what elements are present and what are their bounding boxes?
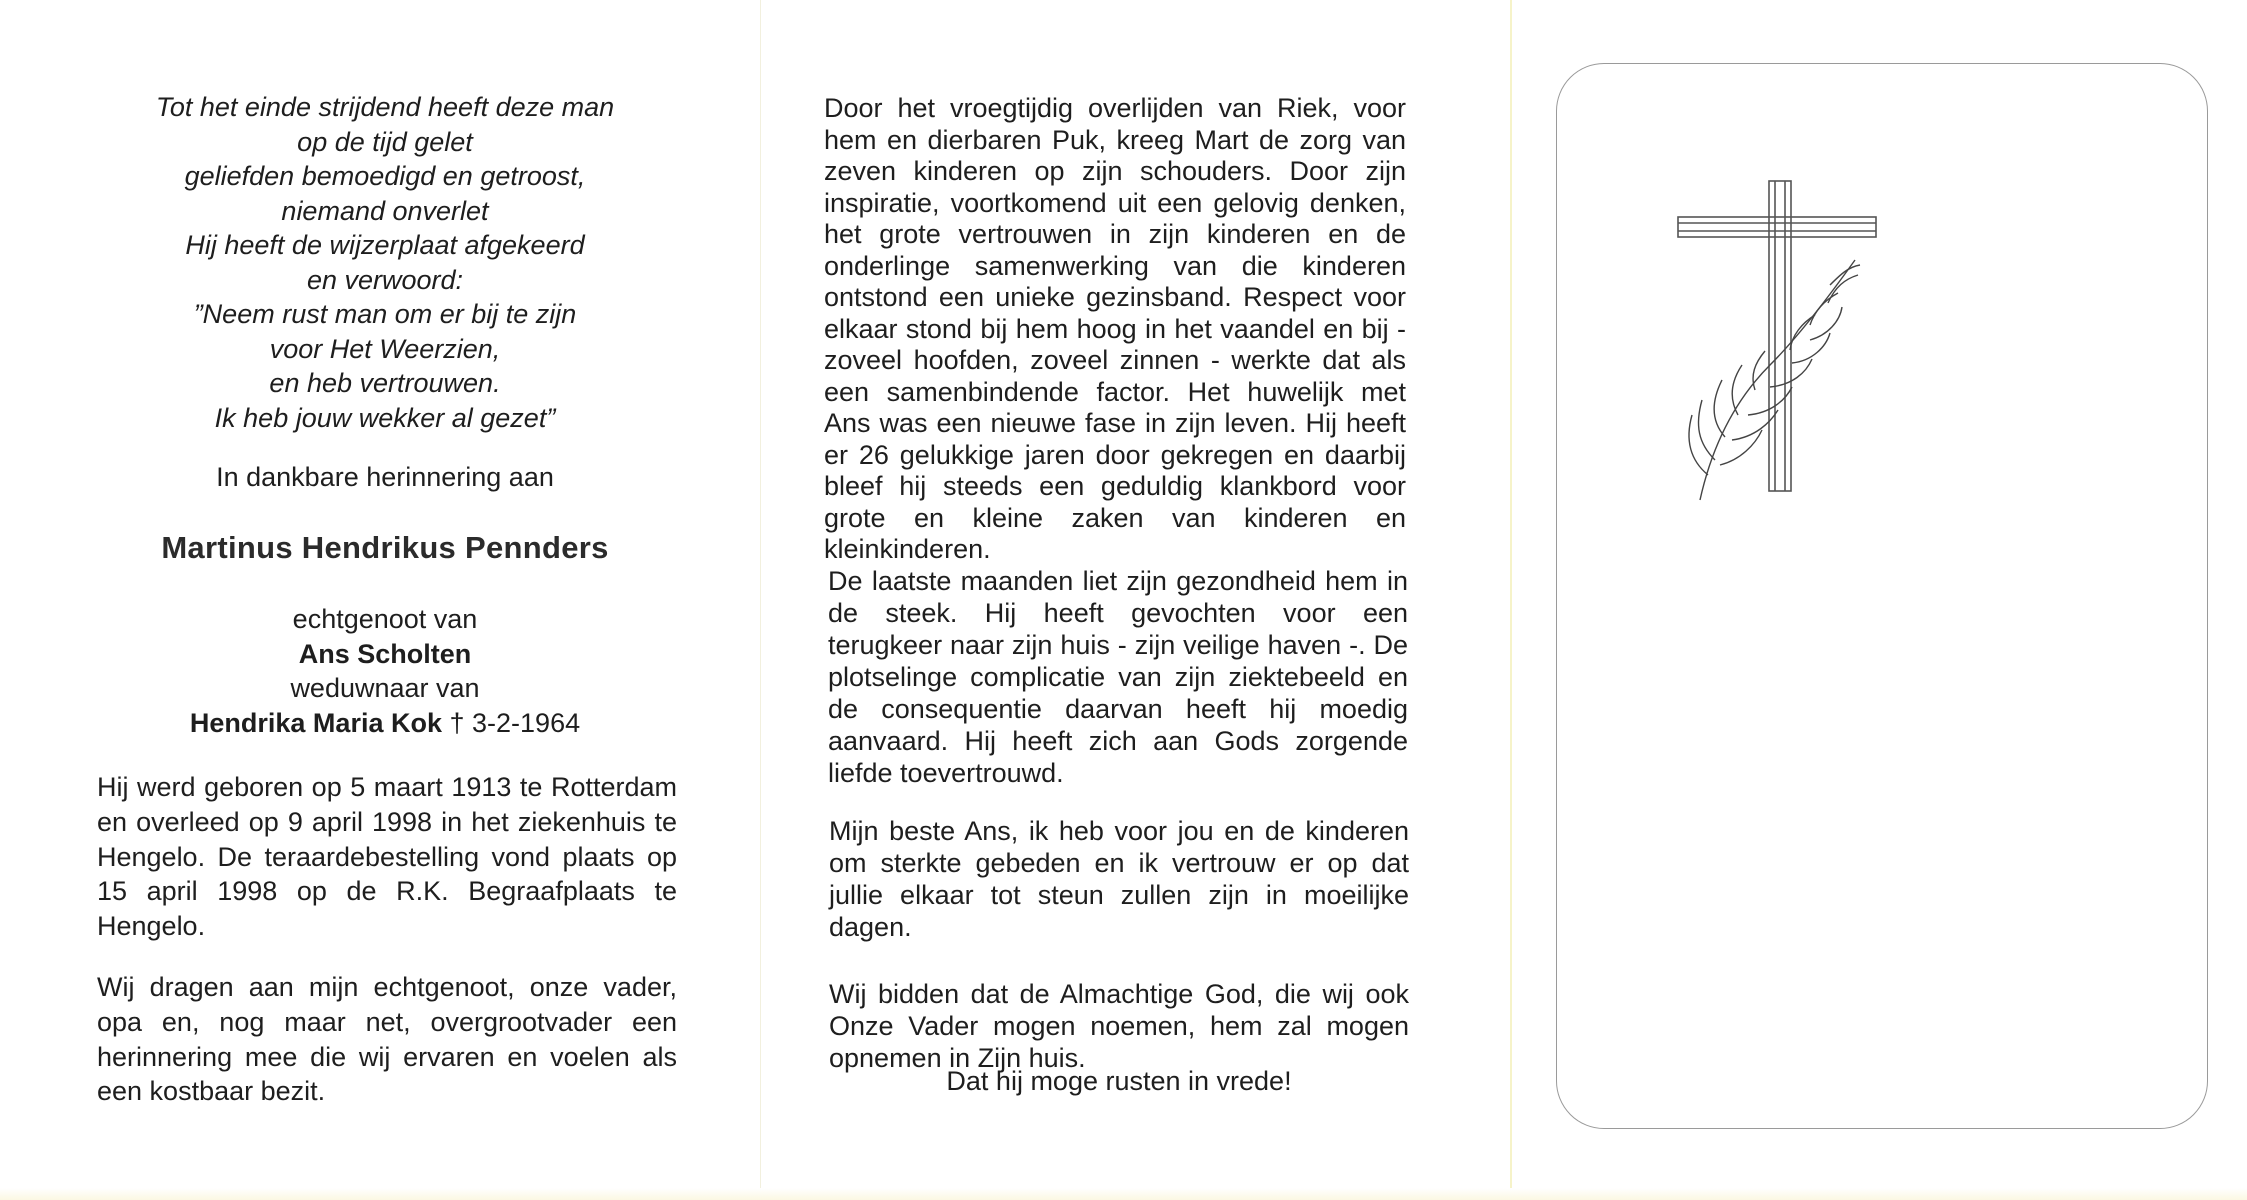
intro-text: In dankbare herinnering aan (216, 462, 554, 492)
bio-paragraph-memory: Wij dragen aan mijn echtgenoot, onze vader, opa en, nog maar net, overgrootvader een herinnering mee die wij ervaren en voelen als een kostbaar bezit. (97, 972, 677, 1107)
first-wife-name: Hendrika Maria Kok (189, 707, 442, 738)
middle-paragraph-illness: De laatste maanden liet zijn gezondheid hem in de steek. Hij heeft gevochten voor een terugkeer naar zijn huis - zijn veilige haven -. De plotselinge complicatie van zijn ziektebeeld en de consequentie daarvan heeft hij moedig aanvaard. Hij heeft zich aan Gods zorgende liefde toevertrouwd. (828, 566, 1408, 788)
widower-label: weduwnaar van (290, 673, 480, 703)
poem (0, 90, 770, 435)
poem-line: ”Neem rust man om er bij te zijn (193, 299, 577, 329)
middle-paragraph-ans: Mijn beste Ans, ik heb voor jou en de kinderen om sterkte gebeden en ik vertrouw er op dat jullie elkaar tot steun zullen zijn in moeilijke dagen. (829, 816, 1409, 942)
poem-line: en verwoord: (306, 264, 464, 295)
spouse-name: Ans Scholten (298, 638, 472, 669)
poem-line: Ik heb jouw wekker al gezet” (214, 402, 556, 433)
poem-line: geliefden bemoedigd en getroost, (184, 161, 586, 191)
poem-line: niemand onverlet (281, 195, 489, 226)
poem-line: op de tijd gelet (297, 126, 473, 157)
poem-line: Hij heeft de wijzerplaat afgekeerd (185, 230, 585, 260)
spouse-label: echtgenoot van (292, 604, 478, 634)
poem-line: voor Het Weerzien, (269, 333, 501, 364)
middle-paragraph-life: Door het vroegtijdig overlijden van Riek, voor hem en dierbaren Puk, kreeg Mart de zorg van zeven kinderen op zijn schouders. Door zijn inspiratie, voortkomend uit een gelovig denken, het grote vertrouwen in zijn kinderen en de onderlinge samenwerking van die kinderen ontstond een unieke gezinsband. Respect voor elkaar stond bij hem hoog in het vaandel en bij - zoveel hoofden, zoveel zinnen - werkte dat als een samenbindende factor. Het huwelijk met Ans was een nieuwe fase in zijn leven. Hij heeft er 26 gelukkige jaren door gekregen en daarbij bleef hij steeds een geduldig klankbord voor grote en kleine zaken van kinderen en kleinkinderen. (824, 93, 1406, 564)
page-edge-shade (0, 1188, 2247, 1200)
first-wife-death: † 3-2-1964 (449, 707, 581, 738)
first-wife-line (0, 706, 770, 741)
relations (0, 602, 770, 740)
deceased-name: Martinus Hendrikus Pennders (161, 530, 609, 565)
poem-line: Tot het einde strijdend heeft deze man (155, 92, 615, 122)
closing-line: Dat hij moge rusten in vrede! (946, 1066, 1292, 1096)
middle-paragraph-prayer: Wij bidden dat de Almachtige God, die wij ook Onze Vader mogen noemen, hem zal mogen opnemen in Zijn huis. (829, 979, 1409, 1073)
poem-line: en heb vertrouwen. (269, 368, 501, 398)
bio-paragraph-birth: Hij werd geboren op 5 maart 1913 te Rotterdam en overleed op 9 april 1998 in het ziekenhuis te Hengelo. De teraardebestelling vond plaats op 15 april 1998 op de R.K. Begraafplaats te Hengelo. (97, 772, 677, 942)
cross-with-palm-branch-icon (1670, 175, 1890, 505)
